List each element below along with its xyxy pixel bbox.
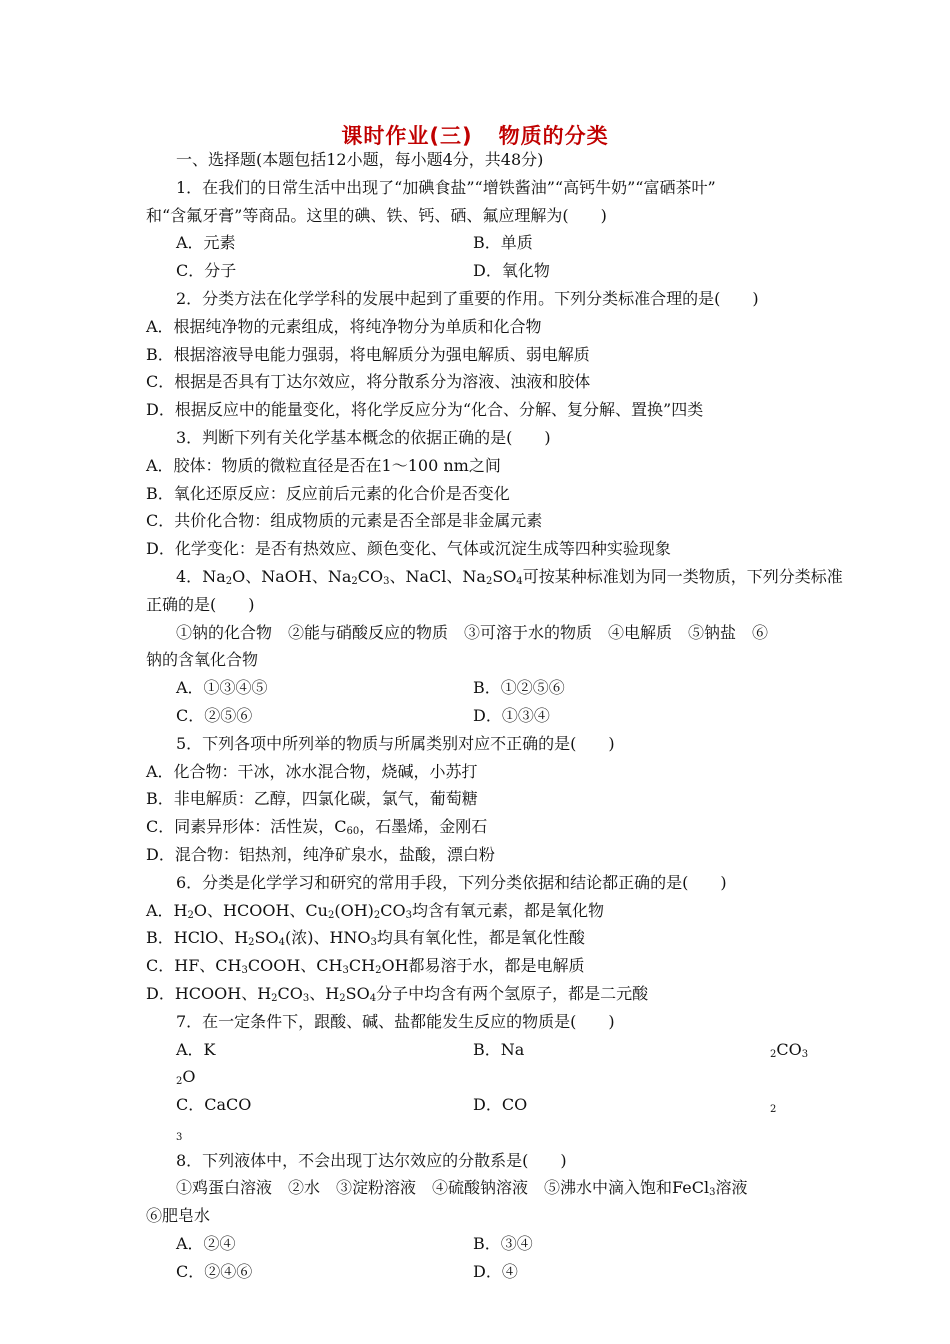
q8-option-a: A．②④ bbox=[176, 1234, 236, 1254]
q3-option-d: D．化学变化：是否有热效应、颜色变化、气体或沉淀生成等四种实验现象 bbox=[146, 539, 671, 559]
q5-stem: 5．下列各项中所列举的物质与所属类别对应不正确的是( ) bbox=[176, 733, 615, 753]
q3-option-a: A．胶体：物质的微粒直径是否在1～100 nm之间 bbox=[146, 455, 501, 475]
q7-options-ab bbox=[146, 1036, 811, 1092]
q4-text: Na bbox=[202, 566, 226, 586]
q6-b-text: (浓)、HNO bbox=[284, 928, 371, 948]
q1-options-cd bbox=[146, 257, 811, 285]
q4-sub: 2 bbox=[225, 575, 233, 587]
q6-d-sub: 2 bbox=[339, 992, 346, 1004]
q5-c-text: ，石墨烯，金刚石 bbox=[359, 817, 488, 837]
q4-sub: 3 bbox=[383, 575, 390, 587]
q7-d-text: D．CO bbox=[473, 1095, 528, 1115]
q1-option-d: D．氧化物 bbox=[473, 261, 550, 281]
q4-sub: 2 bbox=[485, 575, 493, 587]
q6-d-text: 、H bbox=[309, 983, 340, 1003]
q8-items-cont: ⑥肥皂水 bbox=[146, 1206, 211, 1226]
q7-a-sub: 2 bbox=[176, 1076, 183, 1088]
q5-option-a: A．化合物：干冰，冰水混合物，烧碱，小苏打 bbox=[146, 761, 478, 781]
q6-c-sub: 2 bbox=[375, 965, 382, 977]
q8-items-text: 溶液 bbox=[715, 1178, 748, 1198]
q6-d-sub: 2 bbox=[271, 992, 278, 1004]
q6-c-text: COOH、CH bbox=[247, 956, 343, 976]
section-heading: 一、选择题(本题包括12小题，每小题4分，共48分) bbox=[176, 150, 544, 169]
q6-a-sub: 2 bbox=[187, 909, 194, 921]
q7-option-d bbox=[473, 1091, 776, 1147]
q6-b-sub: 3 bbox=[370, 937, 377, 949]
q8-items-sub: 3 bbox=[709, 1187, 716, 1199]
q1-option-b: B．单质 bbox=[473, 233, 533, 253]
q4-text: 、NaCl、Na bbox=[389, 566, 486, 586]
q2-option-b: B．根据溶液导电能力强弱，将电解质分为强电解质、弱电解质 bbox=[146, 344, 590, 364]
q7-b-sub: 3 bbox=[801, 1048, 809, 1060]
q6-a-sub: 2 bbox=[327, 909, 335, 921]
q8-options-ab bbox=[146, 1230, 811, 1258]
q6-d-sub: 3 bbox=[302, 992, 310, 1004]
q3-option-c: C．共价化合物：组成物质的元素是否全部是非金属元素 bbox=[146, 511, 543, 531]
q4-stem-cont: 正确的是( ) bbox=[146, 594, 255, 614]
q4-text: 可按某种标准划为同一类物质，下列分类标准 bbox=[522, 566, 843, 586]
q8-items-text: ①鸡蛋白溶液 ②水 ③淀粉溶液 ④硫酸钠溶液 ⑤沸水中滴入饱和FeCl bbox=[176, 1178, 710, 1198]
q6-b-sub: 4 bbox=[278, 937, 285, 949]
q4-option-d: D．①③④ bbox=[473, 705, 550, 725]
q5-c-sub: 60 bbox=[346, 826, 360, 838]
q6-c-text: C．HF、CH bbox=[146, 956, 242, 976]
q7-c-sub: 3 bbox=[176, 1131, 183, 1143]
q7-option-c bbox=[176, 1091, 473, 1147]
q6-a-text: CO bbox=[380, 900, 406, 920]
q5-option-d: D．混合物：铝热剂，纯净矿泉水，盐酸，漂白粉 bbox=[146, 844, 495, 864]
q6-stem: 6．分类是化学学习和研究的常用手段，下列分类依据和结论都正确的是( ) bbox=[176, 872, 727, 892]
q7-b-sub: 2 bbox=[770, 1048, 777, 1060]
q6-a-text: (OH) bbox=[334, 900, 374, 920]
q6-b-text: B．HClO、H bbox=[146, 928, 249, 948]
q4-sub: 4 bbox=[516, 575, 523, 587]
q6-d-text: 分子中均含有两个氢原子，都是二元酸 bbox=[376, 983, 649, 1003]
q1-option-c: C．分子 bbox=[176, 261, 237, 281]
q4-stem bbox=[146, 563, 843, 591]
q2-option-a: A．根据纯净物的元素组成，将纯净物分为单质和化合物 bbox=[146, 316, 542, 336]
q7-a-text: O bbox=[182, 1067, 196, 1087]
q6-b-text: SO bbox=[254, 928, 279, 948]
q4-options-cd bbox=[146, 702, 811, 730]
q8-items bbox=[146, 1174, 811, 1202]
q6-a-sub: 3 bbox=[405, 909, 412, 921]
title-left: 课时作业(三) bbox=[341, 124, 473, 148]
q3-stem: 3．判断下列有关化学基本概念的依据正确的是( ) bbox=[176, 427, 551, 447]
q6-option-a bbox=[146, 897, 811, 925]
q6-c-text: OH都易溶于水，都是电解质 bbox=[381, 956, 585, 976]
q6-option-d bbox=[146, 980, 811, 1008]
q6-a-sub: 2 bbox=[373, 909, 381, 921]
q8-option-d: D．④ bbox=[473, 1261, 518, 1281]
title-right: 物质的分类 bbox=[498, 124, 609, 148]
q4-text: CO bbox=[357, 566, 384, 586]
q7-a-text: A．K bbox=[176, 1039, 216, 1059]
q2-option-d: D．根据反应中的能量变化，将化学反应分为“化合、分解、复分解、置换”四类 bbox=[146, 400, 704, 420]
q7-b-text: B．Na bbox=[473, 1039, 525, 1059]
q7-b-text: CO bbox=[776, 1039, 802, 1059]
q1-options-ab bbox=[146, 229, 811, 257]
q6-c-sub: 3 bbox=[342, 965, 349, 977]
q4-option-b: B．①②⑤⑥ bbox=[473, 678, 565, 698]
q6-c-text: CH bbox=[348, 956, 376, 976]
q3-option-b: B．氧化还原反应：反应前后元素的化合价是否变化 bbox=[146, 483, 510, 503]
q4-options-ab bbox=[146, 674, 811, 702]
q6-c-sub: 3 bbox=[241, 965, 248, 977]
q7-options-cd bbox=[146, 1091, 811, 1147]
q8-option-b: B．③④ bbox=[473, 1234, 533, 1254]
q6-d-text: CO bbox=[277, 983, 303, 1003]
question-content bbox=[146, 146, 843, 1286]
q8-options-cd bbox=[146, 1258, 811, 1286]
q8-stem: 8．下列液体中，不会出现丁达尔效应的分散系是( ) bbox=[176, 1150, 567, 1170]
q6-a-text: A．H bbox=[146, 900, 188, 920]
q1-stem: 1．在我们的日常生活中出现了“加碘食盐”“增铁酱油”“高钙牛奶”“富硒茶叶” bbox=[176, 177, 716, 197]
q7-stem: 7．在一定条件下，跟酸、碱、盐都能发生反应的物质是( ) bbox=[176, 1011, 615, 1031]
q7-option-a bbox=[176, 1036, 473, 1092]
q4-option-c: C．②⑤⑥ bbox=[176, 705, 253, 725]
q4-number: 4． bbox=[176, 566, 203, 586]
q2-stem: 2．分类方法在化学学科的发展中起到了重要的作用。下列分类标准合理的是( ) bbox=[176, 288, 759, 308]
q4-text: SO bbox=[492, 566, 517, 586]
q6-d-sub: 4 bbox=[369, 992, 377, 1004]
q7-c-text: C．CaCO bbox=[176, 1095, 252, 1115]
q7-d-sub: 2 bbox=[770, 1104, 777, 1116]
q6-a-text: O、HCOOH、Cu bbox=[193, 900, 328, 920]
q5-c-text: C．同素异形体：活性炭，C bbox=[146, 817, 347, 837]
q6-option-c bbox=[146, 952, 811, 980]
q5-option-b: B．非电解质：乙醇，四氯化碳，氯气，葡萄糖 bbox=[146, 789, 478, 809]
q6-b-sub: 2 bbox=[248, 937, 255, 949]
q8-option-c: C．②④⑥ bbox=[176, 1261, 253, 1281]
q6-b-text: 均具有氧化性，都是氧化性酸 bbox=[376, 928, 585, 948]
q1-stem-cont: 和“含氟牙膏”等商品。这里的碘、铁、钙、硒、氟应理解为( ) bbox=[146, 205, 607, 225]
q6-option-b bbox=[146, 924, 811, 952]
q2-option-c: C．根据是否具有丁达尔效应，将分散系分为溶液、浊液和胶体 bbox=[146, 372, 591, 392]
q4-items-cont: 钠的含氧化合物 bbox=[146, 650, 259, 670]
q6-d-text: D．HCOOH、H bbox=[146, 983, 272, 1003]
q4-sub: 2 bbox=[351, 575, 358, 587]
q5-option-c bbox=[146, 813, 811, 841]
q6-a-text: 均含有氧元素，都是氧化物 bbox=[412, 900, 605, 920]
q4-text: O、NaOH、Na bbox=[232, 566, 352, 586]
q4-option-a: A．①③④⑤ bbox=[176, 678, 268, 698]
q6-d-text: SO bbox=[345, 983, 370, 1003]
q1-option-a: A．元素 bbox=[176, 233, 236, 253]
q7-option-b bbox=[473, 1036, 808, 1092]
q4-items: ①钠的化合物 ②能与硝酸反应的物质 ③可溶于水的物质 ④电解质 ⑤钠盐 ⑥ bbox=[176, 622, 769, 642]
